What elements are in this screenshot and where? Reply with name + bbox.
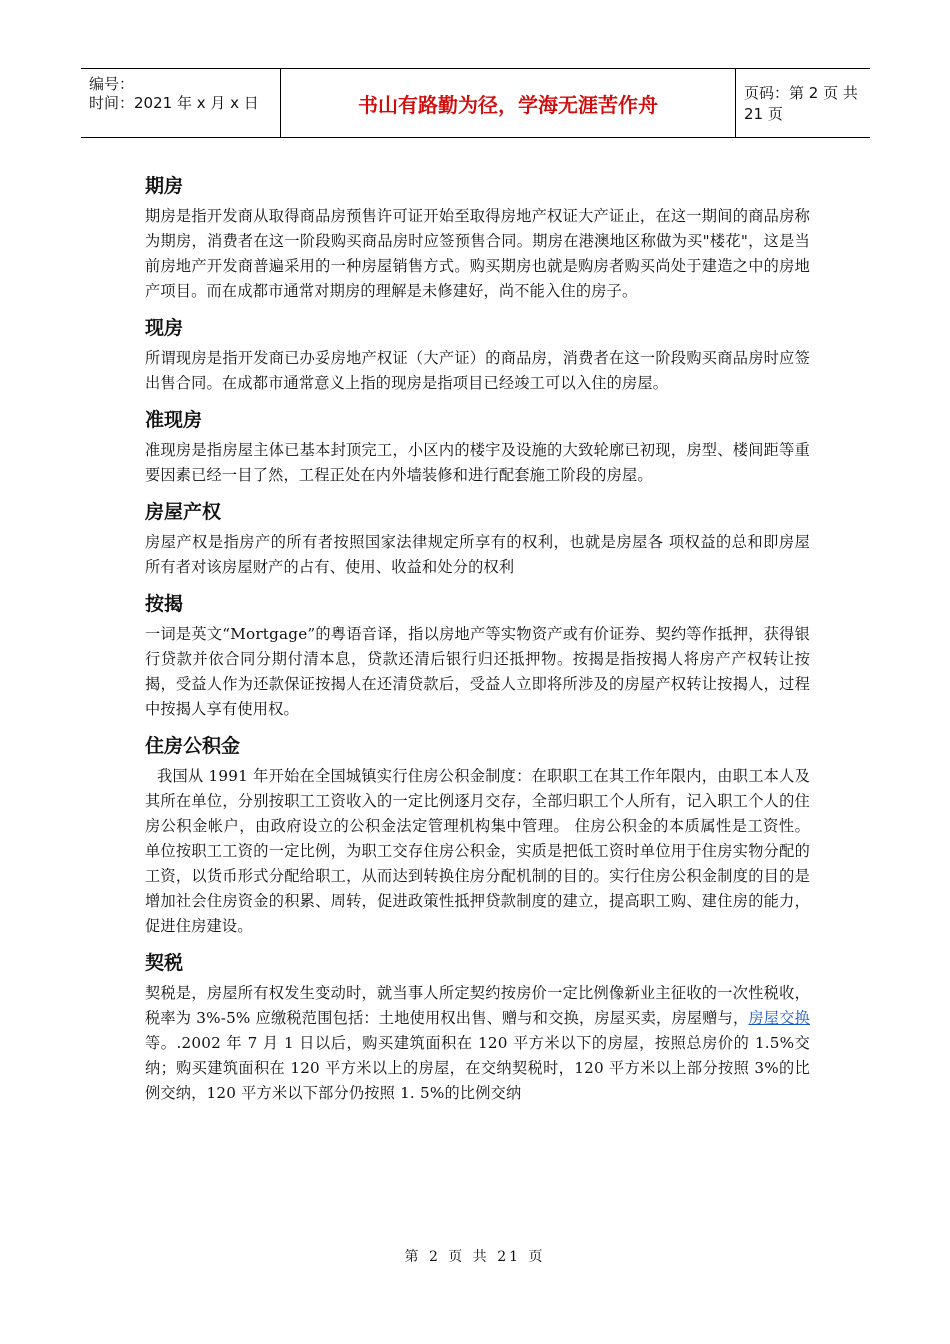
document-body	[145, 168, 810, 1112]
section-title-gongjijin: 住房公积金	[145, 735, 241, 757]
section-title-zhunxianfang: 准现房	[145, 409, 203, 431]
header-motto: 书山有路勤为径，学海无涯苦作舟	[281, 69, 736, 137]
header-meta	[81, 69, 281, 137]
section-title-qifang: 期房	[145, 175, 184, 197]
section-body-anjie: 一词是英文“Mortgage”的粤语音译，指以房地产等实物资产或有价证券、契约等作抵押，获得银行贷款并依合同分期付清本息，贷款还清后银行归还抵押物。按揭是指按揭人将房产产权转让按揭，受益人作为还款保证按揭人在还清贷款后，受益人立即将所涉及的房屋产权转让按揭人，过程中按揭人享有使用权。	[145, 625, 810, 718]
section-title-anjie: 按揭	[145, 593, 184, 615]
section-body-xianfang: 所谓现房是指开发商已办妥房地产权证（大产证）的商品房，消费者在这一阶段购买商品房时应签出售合同。在成都市通常意义上指的现房是指项目已经竣工可以入住的房屋。	[145, 349, 810, 392]
section-body-zhunxianfang: 准现房是指房屋主体已基本封顶完工，小区内的楼宇及设施的大致轮廓已初现，房型、楼间距等重要因素已经一目了然，工程正处在内外墙装修和进行配套施工阶段的房屋。	[145, 441, 810, 484]
section-title-qishui: 契税	[145, 952, 184, 974]
number-label: 编号：	[89, 75, 135, 93]
header-page-label: 页码：第 2 页 共 21 页	[744, 84, 858, 123]
house-exchange-link[interactable]: 房屋交换	[748, 1009, 810, 1027]
section-body-qifang: 期房是指开发商从取得商品房预售许可证开始至取得房地产权证大产证止，在这一期间的商品房称为期房，消费者在这一阶段购买商品房时应签预售合同。期房在港澳地区称做为买"楼花"，这是当前房地产开发商普遍采用的一种房屋销售方式。购买期房也就是购房者购买尚处于建造之中的房地产项目。而在成都市通常对期房的理解是未修建好，尚不能入住的房子。	[145, 207, 810, 300]
page-header	[81, 68, 870, 138]
section-body-gongjijin: 我国从 1991 年开始在全国城镇实行住房公积金制度：在职职工在其工作年限内，由职工本人及其所在单位，分别按职工工资收入的一定比例逐月交存，全部归职工个人所有，记入职工个人的住房公积金帐户，由政府设立的公积金法定管理机构集中管理。 住房公积金的本质属性是工资性。单位按职工工资的一定比例，为职工交存住房公积金，实质是把低工资时单位用于住房实物分配的工资，以货币形式分配给职工，从而达到转换住房分配机制的目的。实行住房公积金制度的目的是增加社会住房资金的积累、周转，促进政策性抵押贷款制度的建立，提高职工购、建住房的能力，促进住房建设。	[145, 767, 810, 935]
page-footer: 第 2 页 共 21 页	[404, 1249, 546, 1265]
section-body-qishui	[145, 981, 810, 1106]
section-title-chanquan: 房屋产权	[145, 501, 222, 523]
qishui-text-after: 等。.2002 年 7 月 1 日以后，购买建筑面积在 120 平方米以下的房屋，按照总房价的 1.5%交纳；购买建筑面积在 120 平方米以上的房屋，在交纳契税时，120 平方米以上部分按照 3%的比例交纳，120 平方米以下部分仍按照 1. 5%的比例交纳	[145, 1034, 810, 1102]
section-body-chanquan: 房屋产权是指房产的所有者按照国家法律规定所享有的权利，也就是房屋各 项权益的总和即房屋所有者对该房屋财产的占有、使用、收益和处分的权利	[145, 533, 810, 576]
qishui-text-before: 契税是，房屋所有权发生变动时，就当事人所定契约按房价一定比例像新业主征收的一次性税收，税率为 3%-5% 应缴税范围包括：土地使用权出售、赠与和交换，房屋买卖，房屋赠与，	[145, 984, 810, 1027]
section-title-xianfang: 现房	[145, 317, 184, 339]
date-label: 时间：2021 年 x 月 x 日	[89, 94, 259, 112]
